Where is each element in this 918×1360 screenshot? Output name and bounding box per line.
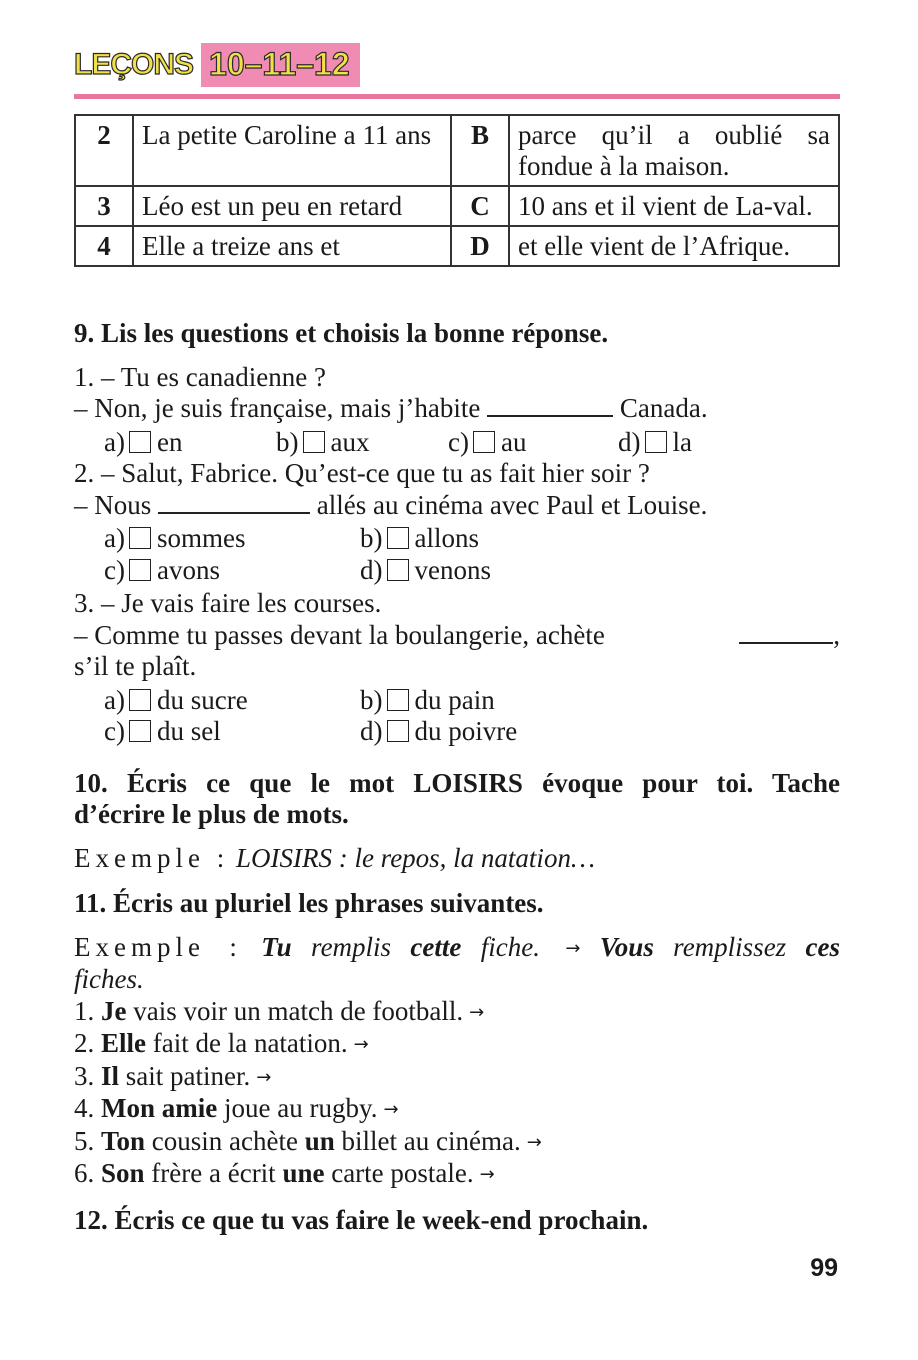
- row-left-text: La petite Caroline a 11 ans: [133, 115, 451, 186]
- row-number: 4: [75, 226, 133, 266]
- q2-before: – Nous: [74, 489, 159, 520]
- checkbox[interactable]: [387, 689, 409, 711]
- option-c: c) du sel: [104, 716, 221, 746]
- answer-blank[interactable]: [158, 490, 310, 514]
- list-item: 6. Son frère a écrit une carte postale. →: [74, 1158, 495, 1188]
- option-c: c) avons: [104, 554, 220, 585]
- example-label: Exemple :: [74, 931, 242, 962]
- q2-prompt: 2. – Salut, Fabrice. Qu’est-ce que tu as fait hier soir ?: [74, 458, 650, 488]
- example-continuation: fiches.: [74, 964, 144, 994]
- lecons-label: LEÇONS: [74, 48, 194, 81]
- matching-table: [74, 114, 840, 267]
- option-b: b) allons: [360, 523, 479, 553]
- option-d: d) la: [618, 426, 692, 457]
- checkbox[interactable]: [645, 431, 667, 453]
- option-a: a) en: [104, 426, 183, 457]
- option-b: b) du pain: [360, 684, 495, 715]
- q2-options: [74, 523, 840, 586]
- option-b: b) aux: [276, 426, 370, 457]
- checkbox[interactable]: [129, 527, 151, 549]
- checkbox[interactable]: [129, 689, 151, 711]
- row-right-text: 10 ans et il vient de La-val.: [509, 186, 839, 226]
- row-number: 3: [75, 186, 133, 226]
- row-left-text: Léo est un peu en retard: [133, 186, 451, 226]
- lesson-numbers-badge: 10–11–12: [201, 43, 360, 86]
- row-letter: B: [451, 115, 509, 186]
- q1-prompt: 1. – Tu es canadienne ?: [74, 361, 326, 392]
- arrow-icon: →: [479, 1164, 495, 1185]
- list-item: 4. Mon amie joue au rugby. →: [74, 1093, 399, 1123]
- answer-blank[interactable]: [739, 620, 833, 644]
- row-letter: D: [451, 226, 509, 266]
- exercise-10-example: [74, 843, 840, 875]
- table-row: [75, 226, 839, 266]
- row-number: 2: [75, 115, 133, 186]
- arrow-icon: →: [256, 1066, 272, 1088]
- option-d: d) venons: [360, 554, 491, 585]
- list-item: 3. Il sait patiner. →: [74, 1060, 272, 1091]
- example-text: LOISIRS : le repos, la natation…: [235, 842, 595, 873]
- row-right-text: parce qu’il a oublié sa fondue à la maison.: [509, 115, 839, 186]
- q1-after: Canada.: [613, 393, 708, 423]
- checkbox[interactable]: [473, 431, 495, 453]
- option-a: a) du sucre: [104, 684, 248, 715]
- row-left-text: Elle a treize ans et: [133, 226, 451, 266]
- exercises: [74, 318, 840, 1236]
- q3-prompt: 3. – Je vais faire les courses.: [74, 588, 382, 618]
- arrow-icon: →: [469, 1001, 485, 1023]
- q3-after: ,: [833, 619, 840, 650]
- exercise-9-title: 9. Lis les questions et choisis la bonne réponse.: [74, 318, 609, 348]
- exercise-11-example: Exemple : Tu remplis cette fiche. → Vous remplissez ces: [74, 931, 841, 962]
- lesson-header: [74, 40, 360, 90]
- q1-before: – Non, je suis française, mais j’habite: [74, 393, 488, 423]
- header-divider: [74, 94, 840, 99]
- checkbox[interactable]: [387, 559, 409, 581]
- table-row: [75, 115, 839, 186]
- q3-before: – Comme tu passes devant la boulangerie, achète: [74, 619, 612, 650]
- q3-sentence: [74, 620, 840, 652]
- row-letter: C: [451, 186, 509, 226]
- example-label: Exemple :: [74, 842, 230, 873]
- q3-continuation: s’il te plaît.: [74, 651, 197, 681]
- option-d: d) du poivre: [360, 716, 518, 746]
- checkbox[interactable]: [303, 431, 325, 453]
- answer-blank[interactable]: [487, 393, 613, 417]
- q3-options: [74, 685, 840, 748]
- checkbox[interactable]: [129, 559, 151, 581]
- checkbox[interactable]: [387, 527, 409, 549]
- exercise-12-title: 12. Écris ce que tu vas faire le week-end prochain.: [74, 1204, 649, 1235]
- list-item: 5. Ton cousin achète un billet au cinéma. →: [74, 1125, 542, 1156]
- list-item: 1. Je vais voir un match de football. →: [74, 995, 485, 1026]
- q1-sentence: [74, 393, 840, 425]
- row-right-text: et elle vient de l’Afrique.: [509, 226, 839, 266]
- checkbox[interactable]: [129, 431, 151, 453]
- table-row: [75, 186, 839, 226]
- arrow-icon: →: [383, 1099, 399, 1120]
- exercise-11-list: [74, 996, 840, 1191]
- arrow-icon: →: [565, 937, 581, 959]
- page-number: 99: [810, 1254, 838, 1282]
- exercise-11-title: 11. Écris au pluriel les phrases suivantes.: [74, 888, 544, 918]
- list-item: 2. Elle fait de la natation. →: [74, 1028, 369, 1058]
- q2-sentence: [74, 490, 840, 522]
- exercise-10-title: 10. Écris ce que le mot LOISIRS évoque pour toi. Tache d’écrire le plus de mots.: [74, 767, 840, 829]
- option-c: c) au: [448, 426, 527, 457]
- q2-after: allés au cinéma avec Paul et Louise.: [310, 489, 708, 520]
- option-a: a) sommes: [104, 523, 246, 553]
- arrow-icon: →: [526, 1131, 542, 1153]
- q1-options: [74, 427, 840, 459]
- checkbox[interactable]: [129, 720, 151, 742]
- checkbox[interactable]: [387, 720, 409, 742]
- arrow-icon: →: [353, 1034, 369, 1055]
